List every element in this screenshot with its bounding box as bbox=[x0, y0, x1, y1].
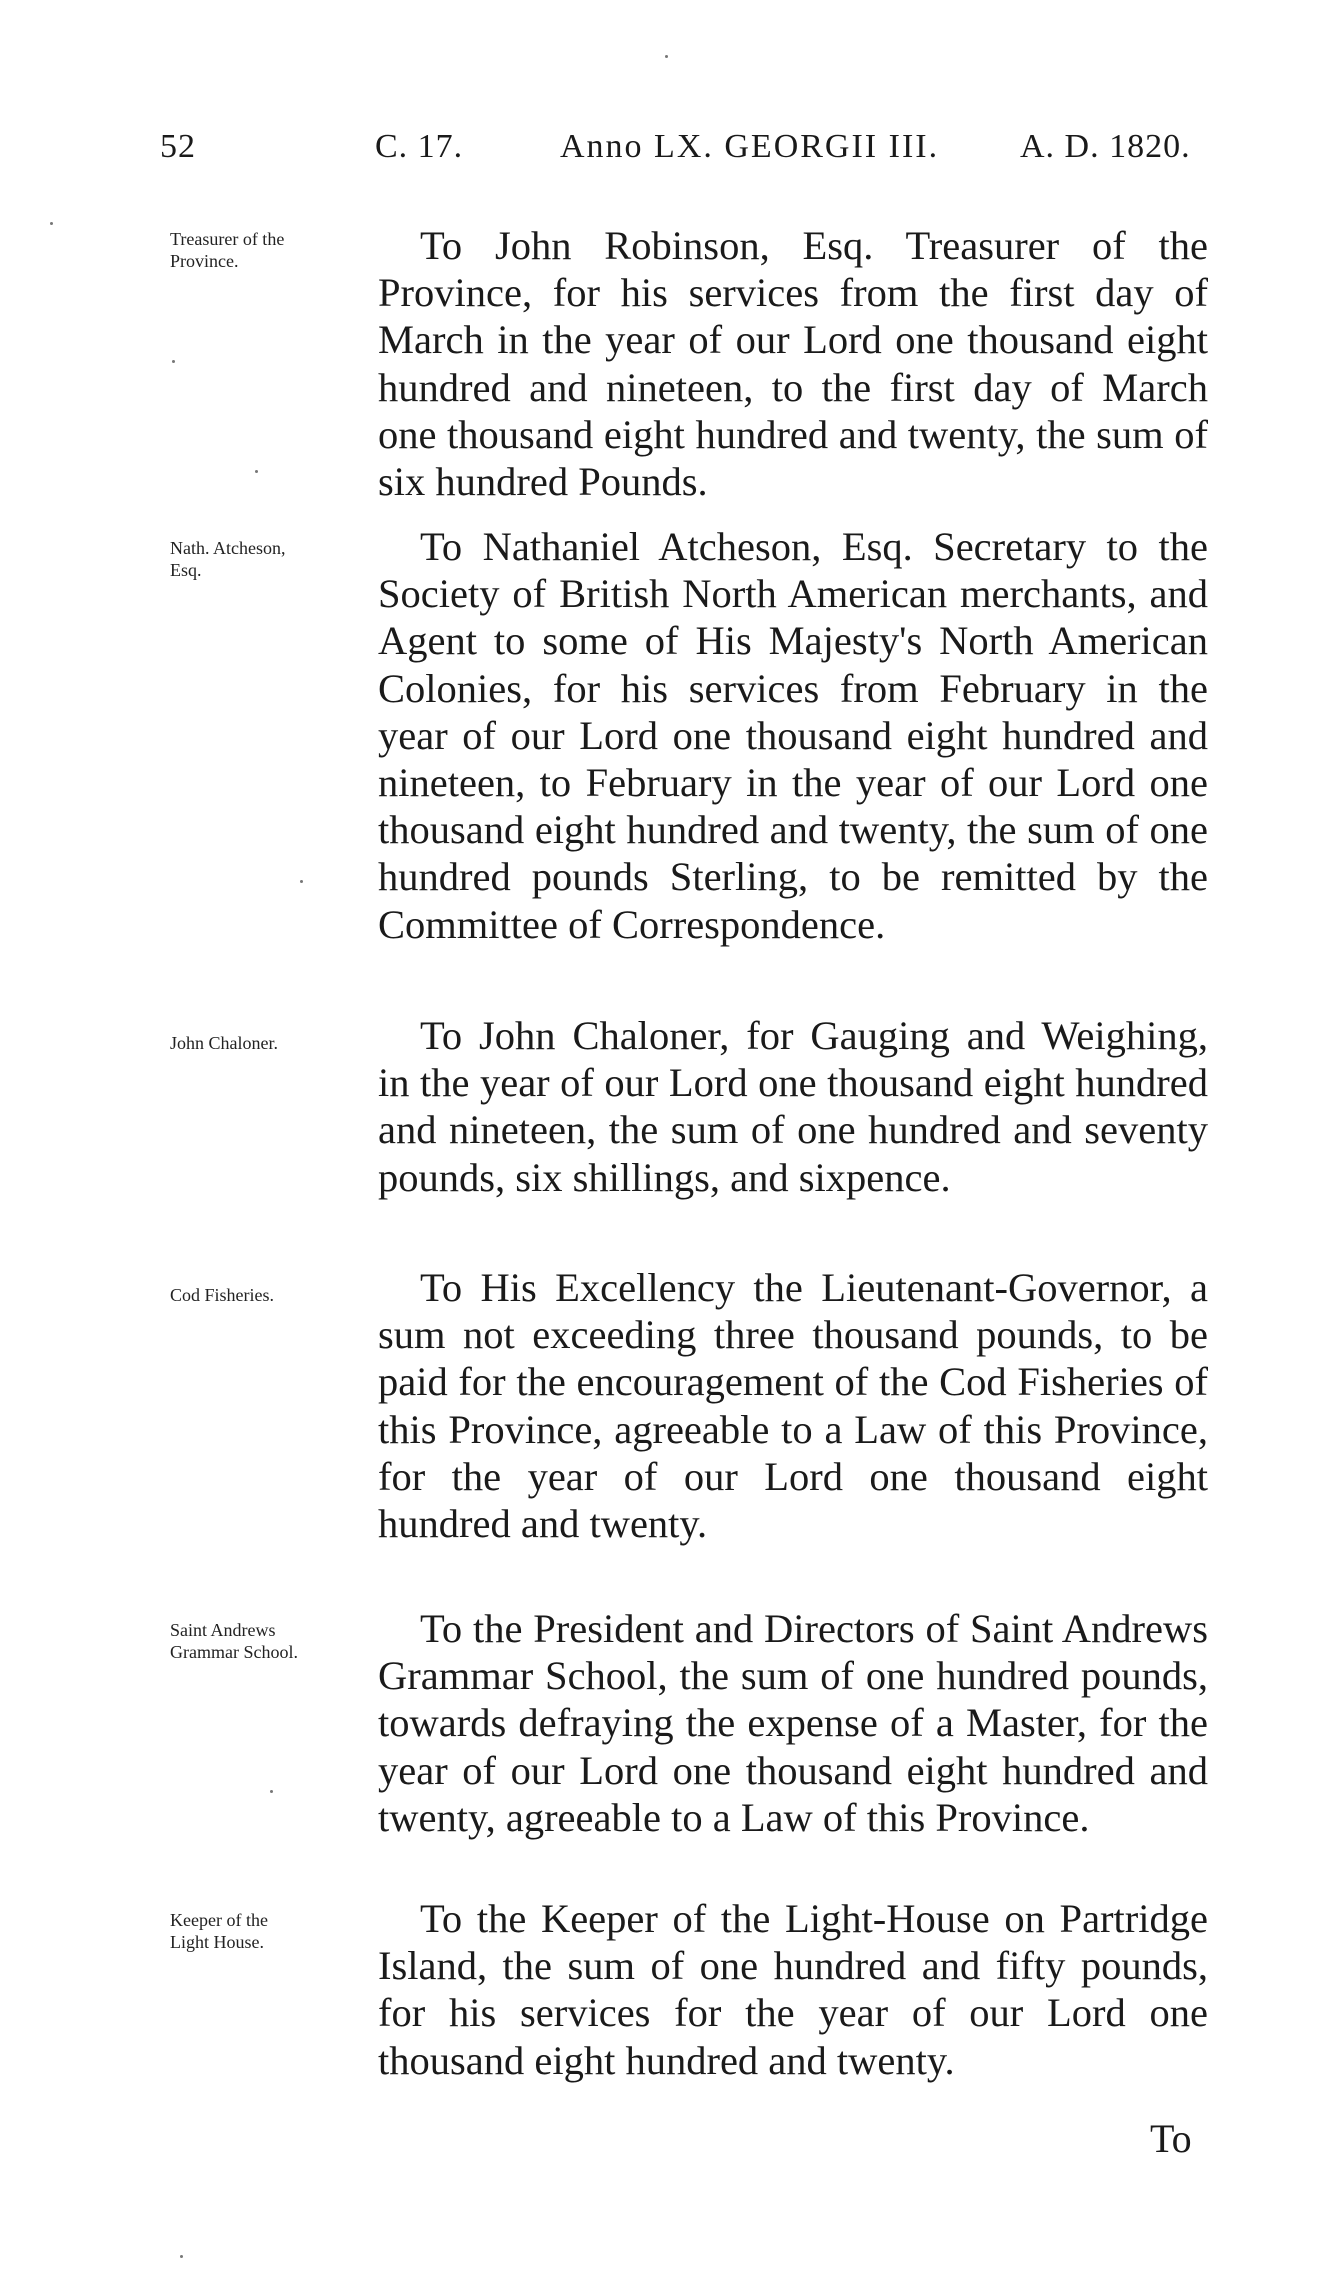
entry-paragraph: To John Robinson, Esq. Treasurer of the Province, for his services from the first day of March in the year of our Lord one thousand eight hundred and nineteen, to the first day of March one thousand eight hundred and twenty, the sum of six hundred Pounds. bbox=[378, 223, 1208, 505]
entry-paragraph: To John Chaloner, for Gauging and Weighing, in the year of our Lord one thousand eight hundred and nineteen, the sum of one hundred and seventy pounds, six shillings, and sixpence. bbox=[378, 1013, 1208, 1200]
scan-speck bbox=[172, 360, 175, 363]
entry-paragraph: To Nathaniel Atcheson, Esq. Secretary to the Society of British North American merchants, and Agent to some of His Majesty's North American Colonies, for his services from February in the year of our Lord one thousand eight hundred and nineteen, to February in the year of our Lord one thousand eight hundred and twenty, the sum of one hundred pounds Sterling, to be remitted by the Committee of Correspondence. bbox=[378, 524, 1208, 947]
margin-note: John Chaloner. bbox=[170, 1033, 278, 1053]
margin-note: Keeper of the Light House. bbox=[170, 1910, 268, 1952]
scan-speck bbox=[50, 222, 53, 225]
scan-speck bbox=[255, 470, 258, 473]
margin-note: Treasurer of the Province. bbox=[170, 229, 285, 271]
margin-note: Nath. Atcheson, Esq. bbox=[170, 538, 286, 580]
scan-speck bbox=[665, 55, 668, 58]
catchword: To bbox=[1150, 2116, 1192, 2161]
calendar-year: A. D. 1820. bbox=[1020, 128, 1191, 165]
chapter-reference: C. 17. bbox=[375, 128, 464, 165]
scan-speck bbox=[180, 2255, 183, 2258]
running-header bbox=[160, 128, 1220, 178]
page-number: 52 bbox=[160, 128, 196, 165]
entry-paragraph: To His Excellency the Lieutenant-Governor, a sum not exceeding three thousand pounds, to be paid for the encouragement of the Cod Fisheries of this Province, agreeable to a Law of this Province, for the year of our Lord one thousand eight hundred and twenty. bbox=[378, 1265, 1208, 1547]
entry-paragraph: To the Keeper of the Light-House on Partridge Island, the sum of one hundred and fifty pounds, for his services for the year of our Lord one thousand eight hundred and twenty. bbox=[378, 1896, 1208, 2083]
scan-speck bbox=[300, 880, 303, 883]
scan-speck bbox=[270, 1790, 273, 1793]
regnal-year-heading: Anno LX. GEORGII III. bbox=[560, 128, 940, 165]
margin-note: Saint Andrews Grammar School. bbox=[170, 1620, 298, 1662]
entry-paragraph: To the President and Directors of Saint Andrews Grammar School, the sum of one hundred pounds, towards defraying the expense of a Master, for the year of our Lord one thousand eight hundred and twenty, agreeable to a Law of this Province. bbox=[378, 1606, 1208, 1840]
margin-note: Cod Fisheries. bbox=[170, 1285, 275, 1305]
